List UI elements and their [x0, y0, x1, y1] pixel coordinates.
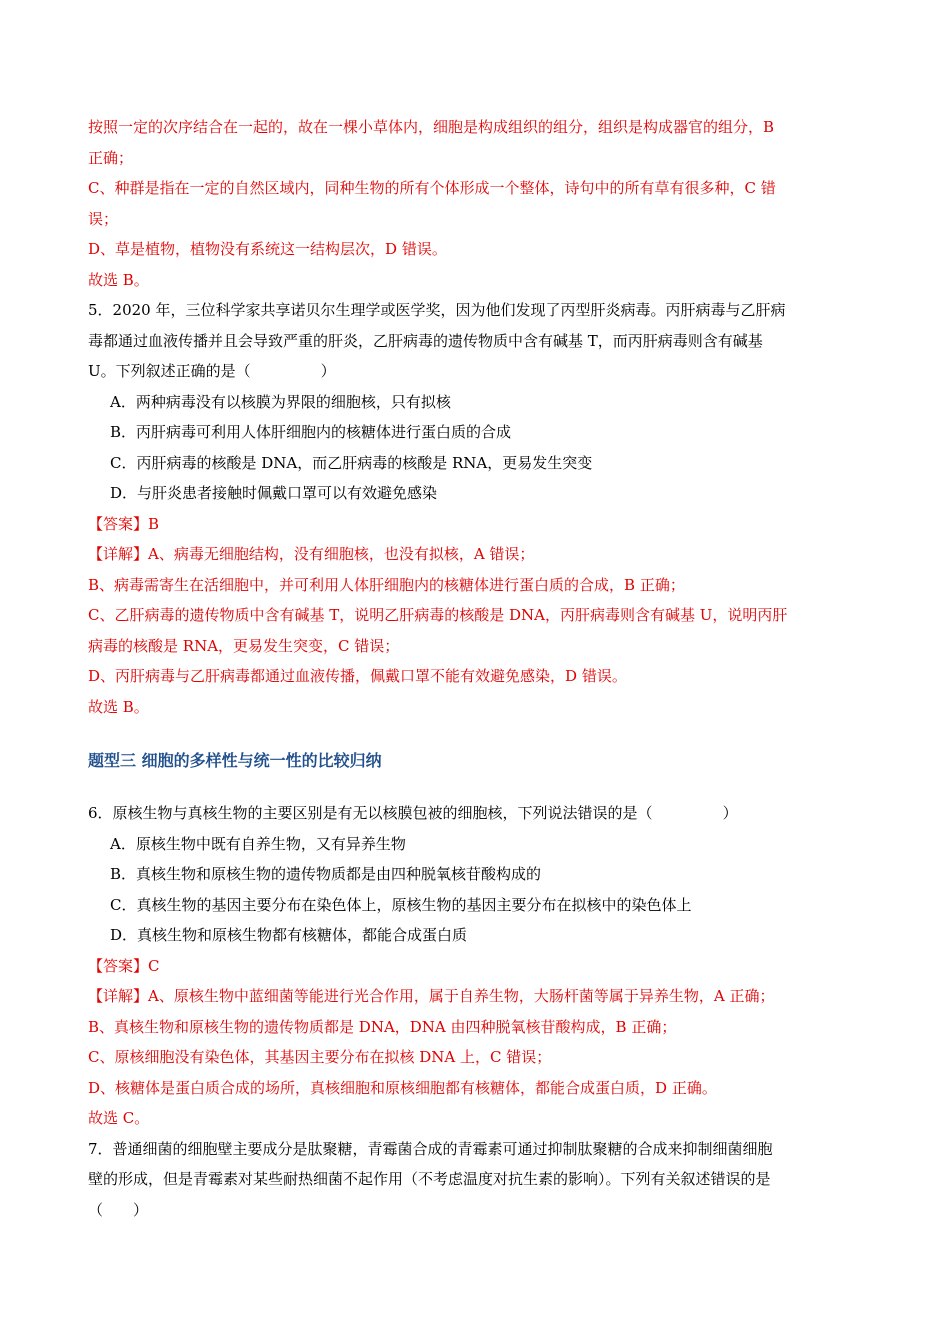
bracket-close: ） — [133, 1200, 149, 1219]
option-a: A．两种病毒没有以核膜为界限的细胞核，只有拟核 — [110, 392, 451, 411]
question-5-stem-text: U。下列叙述正确的是（ — [88, 362, 251, 380]
explain-line: 【详解】A、病毒无细胞结构，没有细胞核，也没有拟核，A 错误； — [88, 545, 535, 563]
explain-line: B、真核生物和原核生物的遗传物质都是 DNA，DNA 由四种脱氧核苷酸构成，B 正确； — [88, 1017, 677, 1036]
explain-line: B、病毒需寄生在活细胞中，并可利用人体肝细胞内的核糖体进行蛋白质的合成，B 正确； — [88, 575, 685, 594]
bracket-close: ） — [320, 362, 336, 380]
explain-line: D、草是植物，植物没有系统这一结构层次，D 错误。 — [88, 240, 447, 258]
section-heading: 题型三 细胞的多样性与统一性的比较归纳 — [88, 751, 382, 770]
explain-line: C、乙肝病毒的遗传物质中含有碱基 T，说明乙肝病毒的核酸是 DNA，丙肝病毒则含有碱基 U，说明丙肝 — [88, 606, 788, 624]
option-d: D．与肝炎患者接触时佩戴口罩可以有效避免感染 — [110, 484, 438, 502]
answer-label: 【答案】C — [88, 956, 160, 975]
explain-line: 误； — [88, 209, 119, 228]
conclusion-line: 故选 C。 — [88, 1109, 150, 1127]
option-a: A．原核生物中既有自养生物，又有异养生物 — [110, 834, 406, 853]
explain-line: C、种群是指在一定的自然区域内，同种生物的所有个体形成一个整体，诗句中的所有草有很多种，C 错 — [88, 179, 776, 197]
bracket-close: ） — [722, 804, 738, 822]
document-content — [88, 112, 860, 1225]
option-c: C．丙肝病毒的核酸是 DNA，而乙肝病毒的核酸是 RNA，更易发生突变 — [110, 453, 593, 472]
explain-line: D、丙肝病毒与乙肝病毒都通过血液传播，佩戴口罩不能有效避免感染，D 错误。 — [88, 667, 627, 685]
question-6-stem-text: 6．原核生物与真核生物的主要区别是有无以核膜包被的细胞核，下列说法错误的是（ — [88, 804, 653, 822]
bracket-open: （ — [88, 1200, 104, 1219]
explain-line: 【详解】A、原核生物中蓝细菌等能进行光合作用，属于自养生物，大肠杆菌等属于异养生物，A 正确； — [88, 987, 775, 1005]
explain-line: D、核糖体是蛋白质合成的场所，真核细胞和原核细胞都有核糖体，都能合成蛋白质，D 正确。 — [88, 1078, 717, 1097]
explain-line: 病毒的核酸是 RNA，更易发生突变，C 错误； — [88, 636, 400, 655]
option-b: B．真核生物和原核生物的遗传物质都是由四种脱氧核苷酸构成的 — [110, 865, 542, 883]
conclusion-line: 故选 B。 — [88, 697, 149, 716]
explain-line: 正确； — [88, 148, 134, 167]
answer-label: 【答案】B — [88, 514, 160, 533]
option-d: D．真核生物和原核生物都有核糖体，都能合成蛋白质 — [110, 926, 468, 944]
option-c: C．真核生物的基因主要分布在染色体上，原核生物的基因主要分布在拟核中的染色体上 — [110, 895, 692, 914]
question-7-stem: 7．普通细菌的细胞壁主要成分是肽聚糖，青霉菌合成的青霉素可通过抑制肽聚糖的合成来抑制细菌细胞 — [88, 1139, 773, 1158]
question-5-stem: 5．2020 年，三位科学家共享诺贝尔生理学或医学奖，因为他们发现了丙型肝炎病毒。丙肝病毒与乙肝病 — [88, 301, 786, 319]
conclusion-line: 故选 B。 — [88, 270, 149, 289]
question-7-stem-last — [88, 1195, 860, 1226]
question-5-stem: 毒都通过血液传播并且会导致严重的肝炎，乙肝病毒的遗传物质中含有碱基 T，而丙肝病毒则含有碱基 — [88, 331, 763, 350]
explain-line: 按照一定的次序结合在一起的，故在一棵小草体内，细胞是构成组织的组分，组织是构成器官的组分，B — [88, 118, 775, 136]
question-6-stem — [88, 798, 860, 829]
option-b: B．丙肝病毒可利用人体肝细胞内的核糖体进行蛋白质的合成 — [110, 423, 512, 441]
question-5-stem-last — [88, 356, 860, 387]
question-7-stem: 壁的形成，但是青霉素对某些耐热细菌不起作用（不考虑温度对抗生素的影响）。下列有关叙述错误的是 — [88, 1170, 771, 1188]
explain-line: C、原核细胞没有染色体，其基因主要分布在拟核 DNA 上，C 错误； — [88, 1048, 552, 1066]
